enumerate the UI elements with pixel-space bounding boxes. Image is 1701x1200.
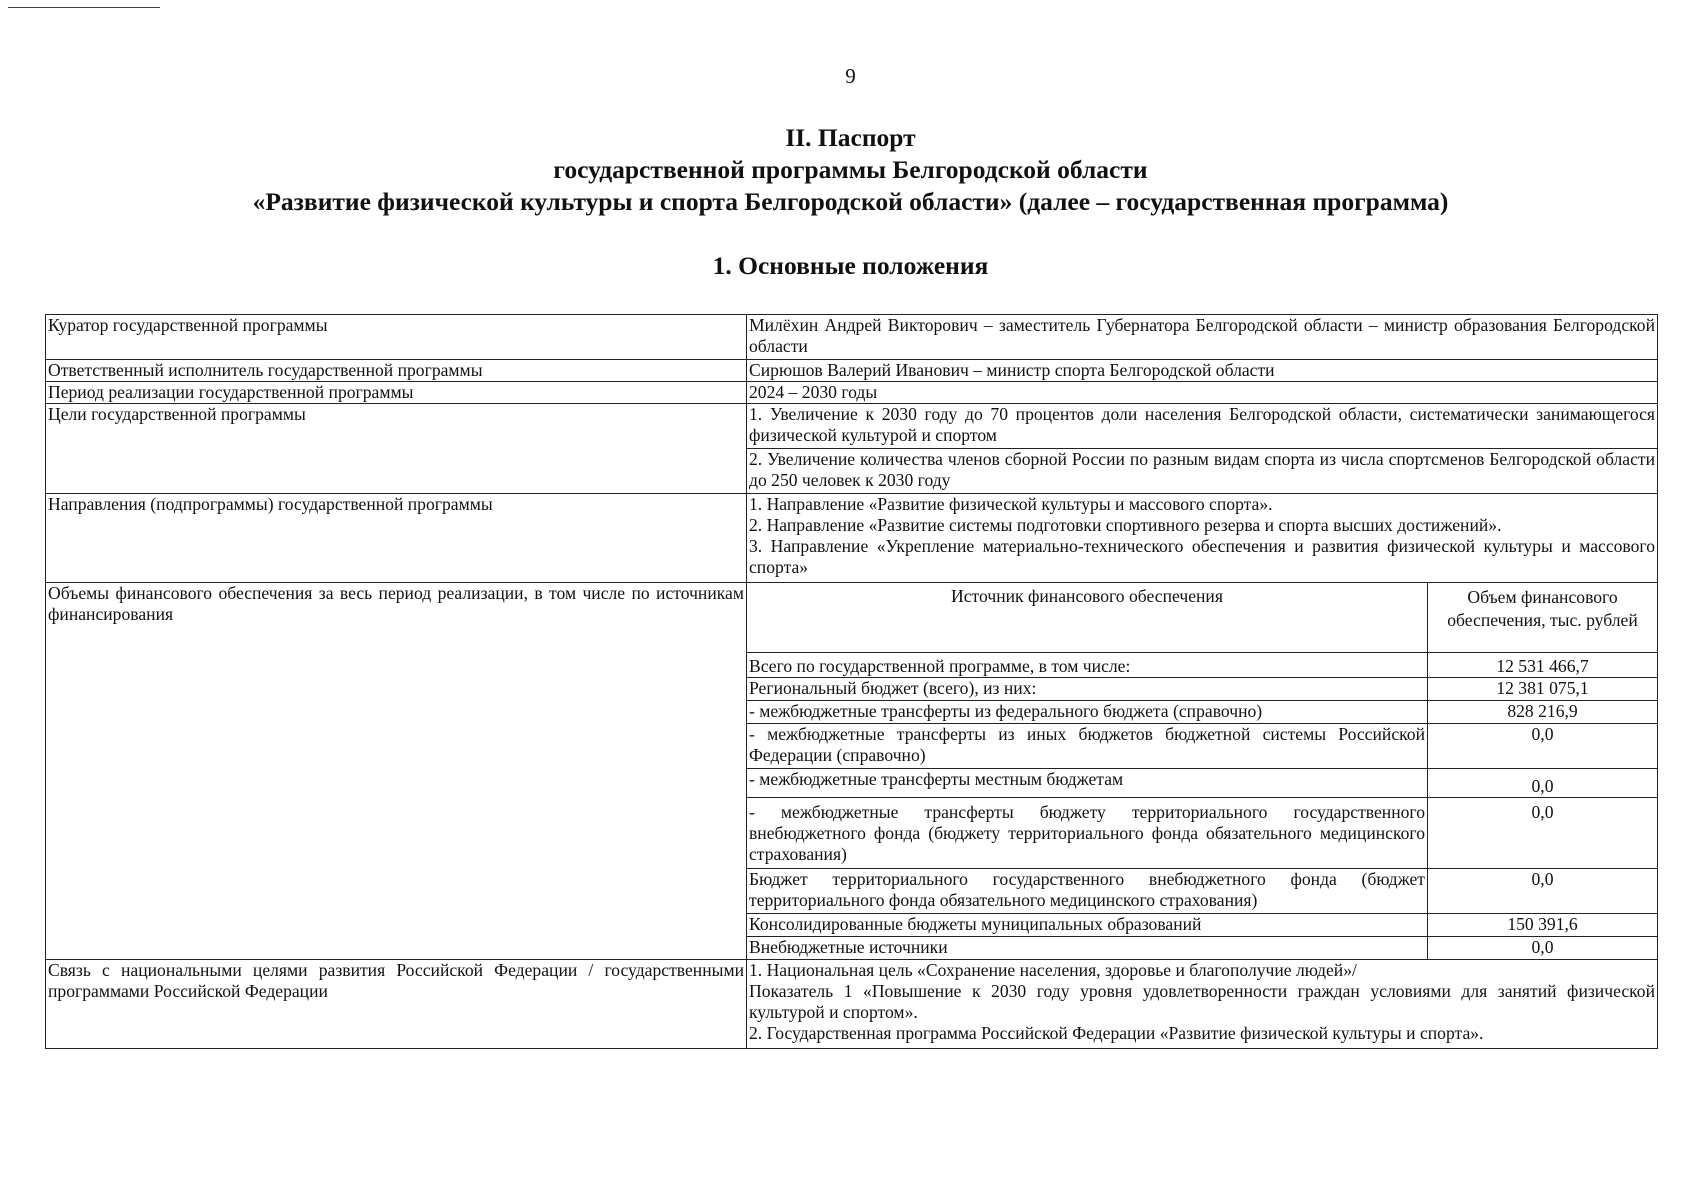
passport-table xyxy=(45,314,1658,1049)
funding-source: Бюджет территориального государственного внебюджетного фонда (бюджет территориального фонда обязательного медицинского страхования) xyxy=(747,869,1428,914)
funding-value: 0,0 xyxy=(1428,769,1658,798)
funding-source: - межбюджетные трансферты из федерального бюджета (справочно) xyxy=(747,701,1428,724)
directions-cell xyxy=(747,494,1658,583)
page-number: 9 xyxy=(845,64,856,88)
funding-source: Региональный бюджет (всего), из них: xyxy=(747,678,1428,701)
funding-source: Консолидированные бюджеты муниципальных образований xyxy=(747,914,1428,937)
funding-source: - межбюджетные трансферты бюджету территориального государственного внебюджетного фонда (бюджету территориального фонда обязательного медицинского страхования) xyxy=(747,798,1428,869)
direction-item: 2. Направление «Развитие системы подготовки спортивного резерва и спорта высших достижений». xyxy=(749,515,1502,535)
table-row-funding-header xyxy=(46,583,1658,653)
direction-item: 1. Направление «Развитие физической культуры и массового спорта». xyxy=(749,494,1273,514)
corner-rule xyxy=(8,7,160,8)
label-cell: Ответственный исполнитель государственной программы xyxy=(46,360,747,382)
link-item: 1. Национальная цель «Сохранение населения, здоровье и благополучие людей»/ xyxy=(749,960,1357,980)
funding-value: 0,0 xyxy=(1428,798,1658,869)
link-item: 2. Государственная программа Российской Федерации «Развитие физической культуры и спорта». xyxy=(749,1023,1484,1043)
direction-item: 3. Направление «Укрепление материально-технического обеспечения и развития физической культуры и массового спорта» xyxy=(749,536,1655,577)
funding-value: 150 391,6 xyxy=(1428,914,1658,937)
heading-line-2: государственной программы Белгородской области xyxy=(553,155,1148,184)
funding-value: 12 381 075,1 xyxy=(1428,678,1658,701)
funding-header-volume-l2: обеспечения, тыс. рублей xyxy=(1447,610,1638,630)
funding-header-volume xyxy=(1428,583,1658,653)
funding-value: 12 531 466,7 xyxy=(1428,653,1658,678)
link-item: Показатель 1 «Повышение к 2030 году уровня удовлетворенности граждан условиями для занятий физической культурой и спортом». xyxy=(749,981,1655,1022)
label-cell: Направления (подпрограммы) государственной программы xyxy=(46,494,747,583)
table-row-link xyxy=(46,960,1658,1049)
value-cell: Милёхин Андрей Викторович – заместитель Губернатора Белгородской области – министр образования Белгородской области xyxy=(747,315,1658,360)
goal-item: 2. Увеличение количества членов сборной России по разным видам спорта из числа спортсменов Белгородской области до 250 человек к 2030 году xyxy=(747,449,1658,494)
label-cell: Период реализации государственной программы xyxy=(46,382,747,404)
funding-value: 828 216,9 xyxy=(1428,701,1658,724)
table-row-executor xyxy=(46,360,1658,382)
link-cell xyxy=(747,960,1658,1049)
funding-header-source: Источник финансового обеспечения xyxy=(747,583,1428,653)
table-row-goals xyxy=(46,404,1658,449)
value-cell: Сирюшов Валерий Иванович – министр спорта Белгородской области xyxy=(747,360,1658,382)
funding-source: - межбюджетные трансферты местным бюджетам xyxy=(747,769,1428,798)
label-cell: Объемы финансового обеспечения за весь период реализации, в том числе по источникам финансирования xyxy=(46,583,747,960)
section-title: 1. Основные положения xyxy=(712,251,989,280)
label-cell: Куратор государственной программы xyxy=(46,315,747,360)
label-cell: Связь с национальными целями развития Российской Федерации / государственными программами Российской Федерации xyxy=(46,960,747,1049)
value-cell: 2024 – 2030 годы xyxy=(747,382,1658,404)
label-cell: Цели государственной программы xyxy=(46,404,747,494)
table-row-period xyxy=(46,382,1658,404)
funding-value: 0,0 xyxy=(1428,937,1658,960)
goal-item: 1. Увеличение к 2030 году до 70 процентов доли населения Белгородской области, систематически занимающегося физической культурой и спортом xyxy=(747,404,1658,449)
table-row-curator xyxy=(46,315,1658,360)
funding-source: - межбюджетные трансферты из иных бюджетов бюджетной системы Российской Федерации (справочно) xyxy=(747,724,1428,769)
funding-value: 0,0 xyxy=(1428,869,1658,914)
funding-header-volume-l1: Объем финансового xyxy=(1467,587,1618,607)
funding-source: Внебюджетные источники xyxy=(747,937,1428,960)
heading-line-3: «Развитие физической культуры и спорта Белгородской области» (далее – государственная программа) xyxy=(252,187,1449,216)
table-row-directions xyxy=(46,494,1658,583)
document-heading xyxy=(0,122,1701,218)
funding-value: 0,0 xyxy=(1428,724,1658,769)
heading-line-1: II. Паспорт xyxy=(785,123,916,152)
funding-source: Всего по государственной программе, в том числе: xyxy=(747,653,1428,678)
